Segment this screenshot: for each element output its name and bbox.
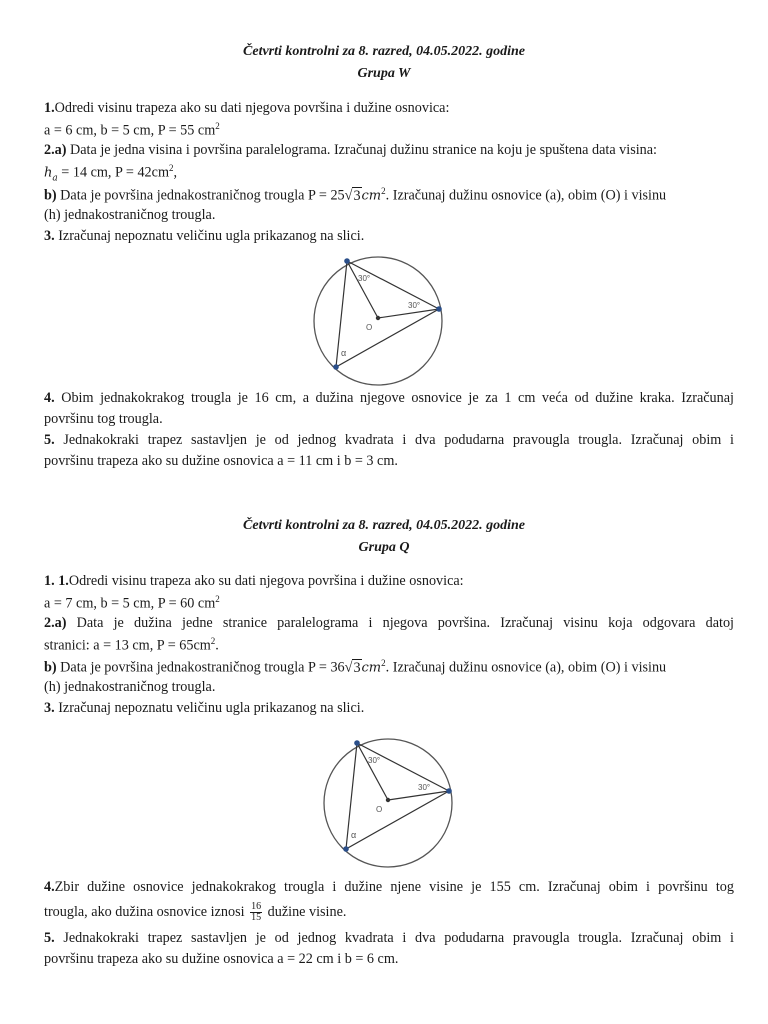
question-number: 1. (44, 100, 55, 116)
circle (314, 257, 442, 385)
center-point (376, 316, 380, 320)
question-2a: 2.a) Data je jedna visina i površina paralelograma. Izračunaj dužinu stranice na koju je spuštena data visina: (44, 142, 658, 158)
page-title: Četvrti kontrolni za 8. razred, 04.05.2022. godine (243, 518, 525, 533)
center-point (386, 798, 390, 802)
question-4: 4. Obim jednakokrakog trougla je 16 cm, a dužina njegove osnovice je za 1 cm veća od dužine kraka. Izračunaj (44, 390, 734, 406)
question-2b: b) Data je površina jednakostraničnog trougla $P = 25√3cm^2$. Izračunaj dužinu osnovice (a), obim (O) i visinu (44, 186, 667, 204)
alpha-label: α (351, 830, 357, 840)
fraction: $\frac{16}{15}$ (251, 901, 262, 923)
angle-label: 30° (368, 756, 381, 765)
angle-label: 30° (358, 274, 371, 283)
center-label: O (376, 805, 383, 814)
circle-figure (300, 250, 460, 390)
question-5: 5. Jednakokraki trapez sastavljen je od jednog kvadrata i dva podudarna pravougla trougla. Izračunaj obim i (44, 432, 734, 448)
question-text: Odredi visinu trapeza ako su dati njegova površina i dužine osnovica: (54, 100, 450, 116)
question-2a-data: $h_a = 14$ cm, $P = 42cm^2$, (44, 163, 178, 184)
group-label: Grupa W (357, 66, 411, 81)
question-4-cont: trougla, ako dužina osnovice iznosi $\frac{16}{15}$ dužine visine. (44, 901, 347, 923)
vertex-point (333, 364, 339, 370)
question-5: 5. Jednakokraki trapez sastavljen je od jednog kvadrata i dva podudarna pravougla trougla. Izračunaj obim i (44, 930, 734, 946)
question-2b: b) Data je površina jednakostraničnog trougla $P = 36√3cm^2$. Izračunaj dužinu osnovice (a), obim (O) i visinu (44, 658, 667, 676)
center-label: O (366, 323, 373, 332)
page-title: Četvrti kontrolni za 8. razred, 04.05.2022. godine (243, 44, 525, 59)
group-label: Grupa Q (358, 540, 410, 555)
question-1: 1. 1.Odredi visinu trapeza ako su dati njegova površina i dužine osnovica: (44, 573, 464, 589)
angle-label: 30° (418, 783, 431, 792)
question-3: 3. Izračunaj nepoznatu veličinu ugla prikazanog na slici. (44, 700, 365, 716)
question-2a: 2.a) Data je dužina jedne stranice paralelograma i njegova površina. Izračunaj visinu koja odgovara datoj (44, 615, 734, 631)
question-5-cont: površinu trapeza ako su dužine osnovica a = 22 cm i b = 6 cm. (44, 951, 399, 967)
question-1 (44, 100, 449, 117)
vertex-point (436, 306, 442, 312)
circle (324, 739, 452, 867)
question-5-cont: površinu trapeza ako su dužine osnovica a = 11 cm i b = 3 cm. (44, 453, 398, 469)
vertex-point (344, 258, 350, 264)
question-1-data: a = 6 cm, b = 5 cm, P = 55 $cm^2$ (44, 121, 220, 139)
vertex-point (354, 740, 360, 746)
question-2b-cont: (h) jednakostraničnog trougla. (44, 207, 216, 223)
question-4: 4.Zbir dužine osnovice jednakokrakog trougla i dužine njene visine je 155 cm. Izračunaj obim i površinu tog (44, 879, 734, 895)
question-3: 3. Izračunaj nepoznatu veličinu ugla prikazanog na slici. (44, 228, 365, 244)
question-2b-cont: (h) jednakostraničnog trougla. (44, 679, 216, 695)
angle-label: 30° (408, 301, 421, 310)
circle-figure (310, 732, 470, 872)
vertex-point (446, 788, 452, 794)
question-4-cont: površinu tog trougla. (44, 411, 163, 427)
question-2a-cont: stranici: a = 13 cm, $P = 65cm^2$. (44, 636, 219, 654)
alpha-label: α (341, 348, 347, 358)
vertex-point (343, 846, 349, 852)
question-1-data: a = 7 cm, b = 5 cm, P = 60 $cm^2$ (44, 594, 220, 612)
